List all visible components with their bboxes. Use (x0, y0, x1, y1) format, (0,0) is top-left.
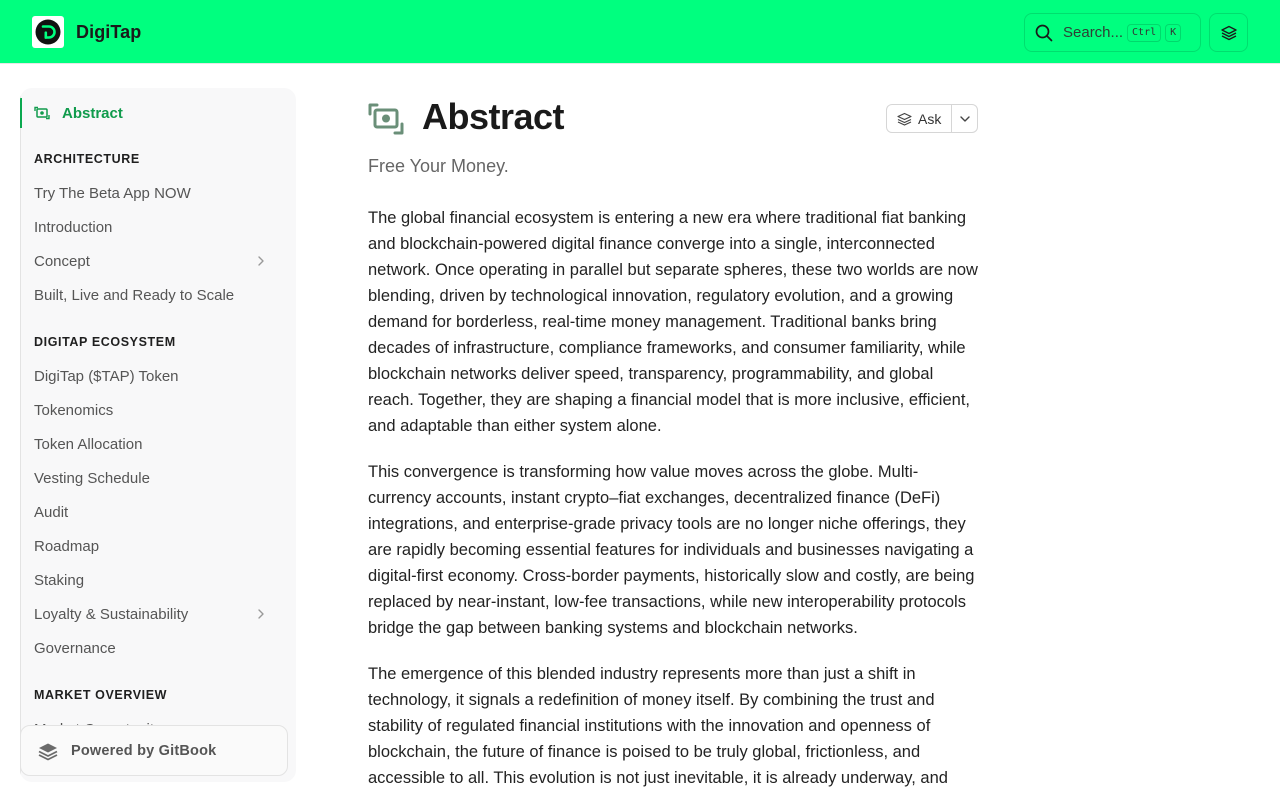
sidebar-item-token[interactable]: DigiTap ($TAP) Token (34, 367, 179, 385)
sidebar-item-label: Abstract (62, 104, 123, 122)
sidebar-item-roadmap[interactable]: Roadmap (34, 537, 100, 555)
search-button[interactable] (1024, 13, 1201, 52)
chevron-right-icon[interactable] (257, 255, 265, 267)
section-header-digitap-ecosystem: DIGITAP ECOSYSTEM (34, 335, 176, 349)
shortcut-key-ctrl: Ctrl (1127, 24, 1161, 42)
sidebar-item-tokenomics[interactable]: Tokenomics (34, 401, 114, 419)
sidebar-item-audit[interactable]: Audit (34, 503, 69, 521)
ask-button-group (886, 104, 978, 133)
paragraph: This convergence is transforming how value moves across the globe. Multi-currency accounts, instant crypto–fiat exchanges, decentralized finance (DeFi) integrations, and enterprise-grade privacy tools are no longer niche offerings, they are rapidly becoming essential features for individuals and businesses navigating a digital-first economy. Cross-border payments, historically slow and costly, are being replaced by near-instant, low-fee transactions, while new interoperability protocols bridge the gap between banking systems and blockchain networks. (368, 463, 975, 637)
paragraph: The global financial ecosystem is entering a new era where traditional fiat banking and blockchain-powered digital finance converge into a single, interconnected network. Once operating in parallel but separate spheres, these two worlds are now blending, driven by technological innovation, regulatory evolution, and a growing demand for borderless, real-time money management. Traditional banks bring decades of infrastructure, compliance frameworks, and consumer familiarity, while blockchain networks deliver speed, transparency, programmability, and global reach. Together, they are shaping a financial model that is more inclusive, efficient, and adaptable than either system alone. (368, 209, 978, 435)
page-title: Abstract (422, 96, 565, 137)
gitbook-assistant-button[interactable] (1209, 13, 1248, 52)
sidebar-item-token-allocation[interactable]: Token Allocation (34, 435, 143, 453)
shortcut-key-k: K (1165, 24, 1181, 42)
search-icon (1035, 24, 1053, 42)
powered-by-label: Powered by GitBook (71, 742, 217, 759)
sidebar-item-loyalty[interactable] (21, 599, 277, 629)
chevron-down-icon (959, 115, 971, 123)
chevron-right-icon[interactable] (257, 608, 265, 620)
ask-label: Ask (918, 110, 942, 127)
sidebar-item-staking[interactable]: Staking (34, 571, 85, 589)
search-placeholder: Search... (1063, 24, 1124, 41)
sidebar-item-governance[interactable]: Governance (34, 639, 116, 657)
sidebar-item-label: Concept (34, 252, 90, 270)
money-swap-icon (368, 102, 404, 136)
digitap-logo-icon (32, 16, 64, 48)
sidebar-item-abstract[interactable] (20, 98, 280, 128)
sidebar (20, 88, 296, 782)
section-header-market-overview: MARKET OVERVIEW (34, 688, 168, 702)
sidebar-nav (20, 88, 296, 782)
sidebar-item-vesting-schedule[interactable]: Vesting Schedule (34, 469, 150, 487)
sidebar-item-try-beta[interactable]: Try The Beta App NOW (34, 184, 191, 202)
brand-link[interactable] (32, 16, 141, 48)
paragraph: The emergence of this blended industry represents more than just a shift in technology, it signals a redefinition of money itself. By combining the trust and stability of regulated financial institutions with the innovation and openness of blockchain, the future of finance is poised to be truly global, frictionless, and accessible to all. This evolution is not just inevitable, it is already underway, and (368, 665, 948, 787)
gitbook-assistant-icon (1220, 24, 1238, 42)
gitbook-logo-icon (37, 741, 59, 761)
brand-name: DigiTap (76, 21, 142, 42)
gitbook-assistant-icon (897, 112, 912, 126)
page-subtitle: Free Your Money. (368, 156, 509, 176)
section-header-architecture: ARCHITECTURE (34, 152, 140, 166)
sidebar-item-label: Loyalty & Sustainability (34, 605, 189, 623)
money-swap-icon (34, 106, 50, 120)
powered-by-gitbook-link[interactable] (20, 725, 288, 776)
ask-more-options-button[interactable] (952, 105, 977, 132)
sidebar-item-built-live[interactable]: Built, Live and Ready to Scale (34, 286, 235, 304)
sidebar-item-concept[interactable] (21, 246, 277, 276)
page-content (368, 205, 980, 800)
top-header (0, 0, 1280, 64)
ask-button[interactable] (887, 105, 952, 132)
sidebar-item-introduction[interactable]: Introduction (34, 218, 113, 236)
